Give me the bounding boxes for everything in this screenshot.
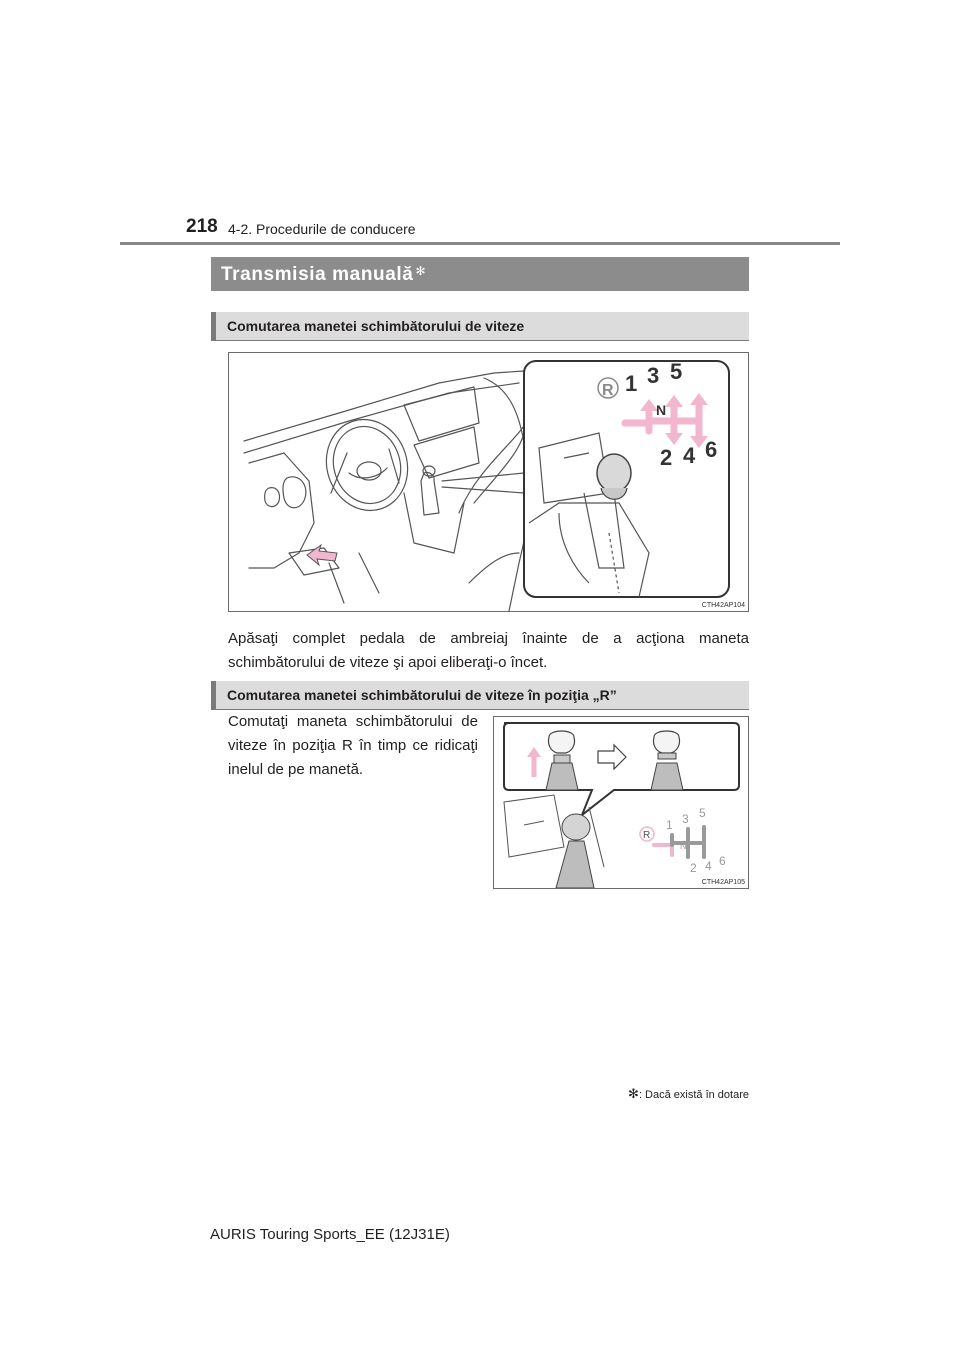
gear-label-3: 3 <box>647 363 660 388</box>
gear-label-1-small: 1 <box>666 818 673 832</box>
gear-label-r: R <box>602 382 614 399</box>
gear-label-2: 2 <box>660 445 673 470</box>
gear-label-5: 5 <box>670 359 683 384</box>
subheading-divider <box>211 340 749 341</box>
instruction-paragraph-reverse: Comutaţi maneta schimbătorului de viteze în poziţia R în timp ce ridicaţi inelul de pe manetă. <box>228 713 478 778</box>
gear-label-3-small: 3 <box>682 812 689 826</box>
gear-label-r-small: R <box>643 830 651 841</box>
main-title-bar <box>211 257 749 291</box>
figure-reverse-illustration <box>493 716 749 889</box>
subheading-gear-shift-text: Comutarea manetei schimbătorului de viteze <box>227 318 525 334</box>
main-title-text: Transmisia manuală <box>221 264 414 285</box>
footnote-text: : Dacă există în dotare <box>638 1089 749 1101</box>
gear-label-n-small: N <box>680 841 687 851</box>
asterisk-icon: ✻ <box>415 264 427 278</box>
gear-label-5-small: 5 <box>699 806 706 820</box>
instruction-paragraph-clutch: Apăsaţi complet pedala de ambreiaj înainte de a acţiona maneta schimbătorului de viteze şi apoi eliberaţi-o încet. <box>228 630 749 671</box>
section-title: 4-2. Procedurile de conducere <box>228 221 416 237</box>
gear-label-2-small: 2 <box>690 861 697 875</box>
main-title <box>221 264 426 286</box>
cockpit-illustration <box>229 353 748 611</box>
asterisk-icon: ✻ <box>628 1086 639 1101</box>
gear-label-1: 1 <box>625 371 638 396</box>
gear-label-6-small: 6 <box>719 854 726 868</box>
figure-code: CTH42AP104 <box>701 602 745 609</box>
subheading-reverse-position-text: Comutarea manetei schimbătorului de viteze în poziţia „R” <box>227 687 617 703</box>
footer-model-code: AURIS Touring Sports_EE (12J31E) <box>210 1226 450 1243</box>
figure-code: CTH42AP105 <box>701 879 745 886</box>
gear-label-6: 6 <box>705 437 718 462</box>
figure-gear-shift-illustration <box>228 352 749 612</box>
header-divider <box>120 242 840 245</box>
gear-label-4: 4 <box>683 443 696 468</box>
page-number: 218 <box>186 216 218 237</box>
subheading-gear-shift <box>211 312 749 340</box>
subheading-reverse-position <box>211 681 749 709</box>
footnote <box>588 1086 749 1102</box>
gear-label-n: N <box>656 402 667 418</box>
gear-label-4-small: 4 <box>705 859 712 873</box>
reverse-shift-illustration <box>494 717 748 888</box>
